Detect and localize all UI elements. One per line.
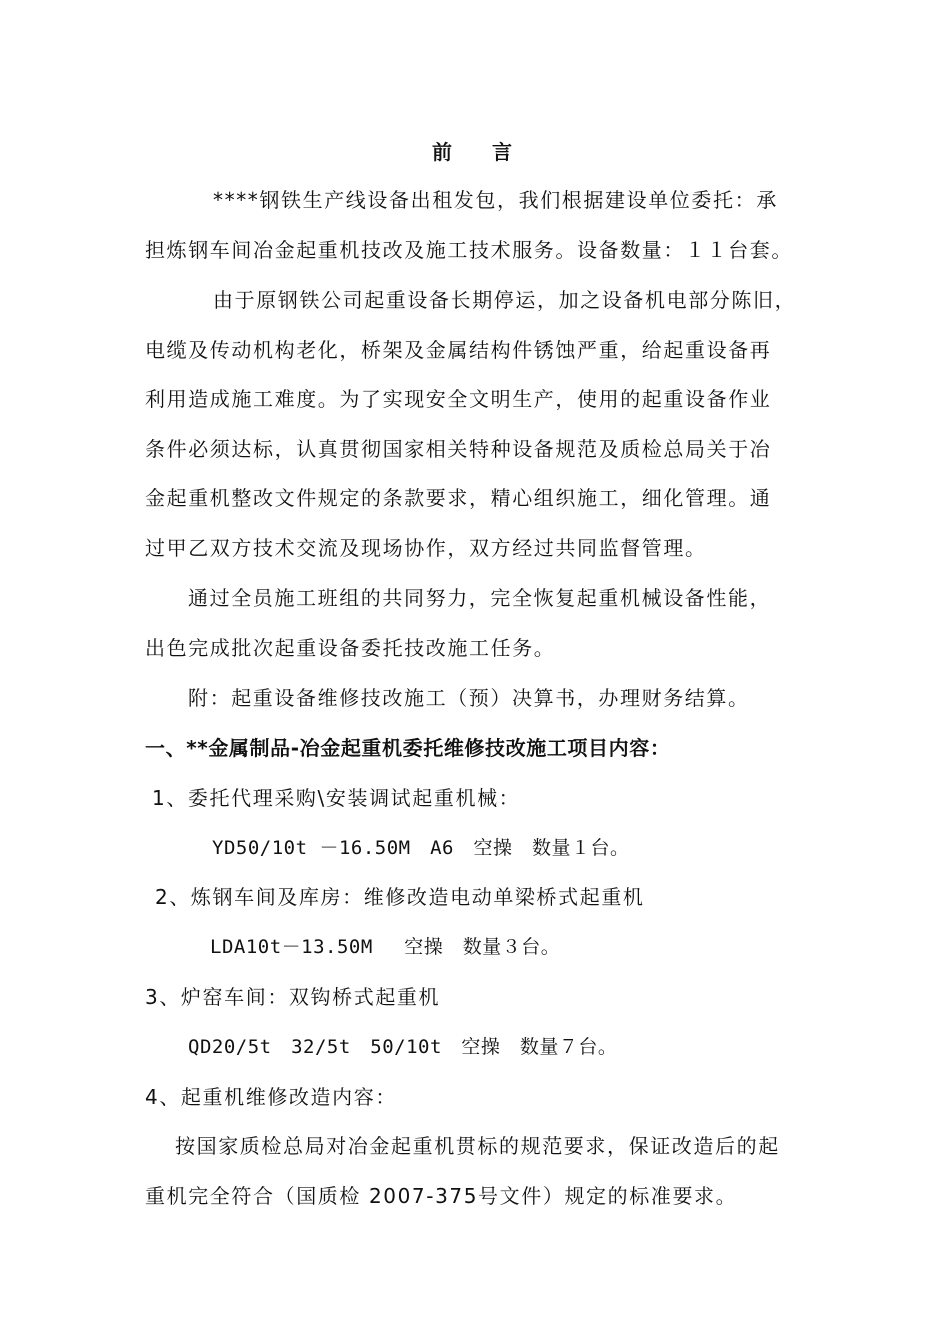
background-paragraph-line: 电缆及传动机构老化，桥架及金属结构件锈蚀严重，给起重设备再 xyxy=(145,338,772,362)
item-3-label: 3、炉窑车间：双钩桥式起重机 xyxy=(145,985,441,1009)
background-paragraph-line: 利用造成施工难度。为了实现安全文明生产，使用的起重设备作业 xyxy=(145,387,772,411)
item-3-detail: QD20/5t 32/5t 50/10t 空操 数量７台。 xyxy=(188,1036,618,1058)
item-1-detail: YD50/10t －16.50M A6 空操 数量１台。 xyxy=(212,837,630,859)
intro-paragraph-line: 担炼钢车间冶金起重机技改及施工技术服务。设备数量：１１台套。 xyxy=(145,238,793,262)
item-4-paragraph-line: 重机完全符合（国质检 2007-375号文件）规定的标准要求。 xyxy=(145,1184,738,1208)
result-paragraph-line: 出色完成批次起重设备委托技改施工任务。 xyxy=(145,636,556,660)
attachment-note: 附：起重设备维修技改施工（预）决算书，办理财务结算。 xyxy=(188,686,750,710)
background-paragraph-line: 由于原钢铁公司起重设备长期停运，加之设备机电部分陈旧， xyxy=(213,288,797,312)
item-4-label: 4、起重机维修改造内容： xyxy=(145,1085,397,1109)
page-title: 前 言 xyxy=(432,140,512,164)
item-1-label: 1、委托代理采购\安装调试起重机械： xyxy=(152,786,521,810)
background-paragraph-line: 过甲乙双方技术交流及现场协作，双方经过共同监督管理。 xyxy=(145,536,707,560)
item-2-label: 2、炼钢车间及库房：维修改造电动单梁桥式起重机 xyxy=(155,885,645,909)
background-paragraph-line: 金起重机整改文件规定的条款要求，精心组织施工，细化管理。通 xyxy=(145,486,772,510)
background-paragraph-line: 条件必须达标，认真贯彻国家相关特种设备规范及质检总局关于冶 xyxy=(145,437,772,461)
item-4-paragraph-line: 按国家质检总局对冶金起重机贯标的规范要求，保证改造后的起 xyxy=(175,1134,780,1158)
section-heading: 一、**金属制品-冶金起重机委托维修技改施工项目内容： xyxy=(145,736,671,760)
item-2-detail: LDA10t－13.50M 空操 数量３台。 xyxy=(210,936,561,958)
intro-paragraph-line: ****钢铁生产线设备出租发包，我们根据建设单位委托：承 xyxy=(213,188,778,212)
result-paragraph-line: 通过全员施工班组的共同努力，完全恢复起重机械设备性能， xyxy=(188,586,772,610)
